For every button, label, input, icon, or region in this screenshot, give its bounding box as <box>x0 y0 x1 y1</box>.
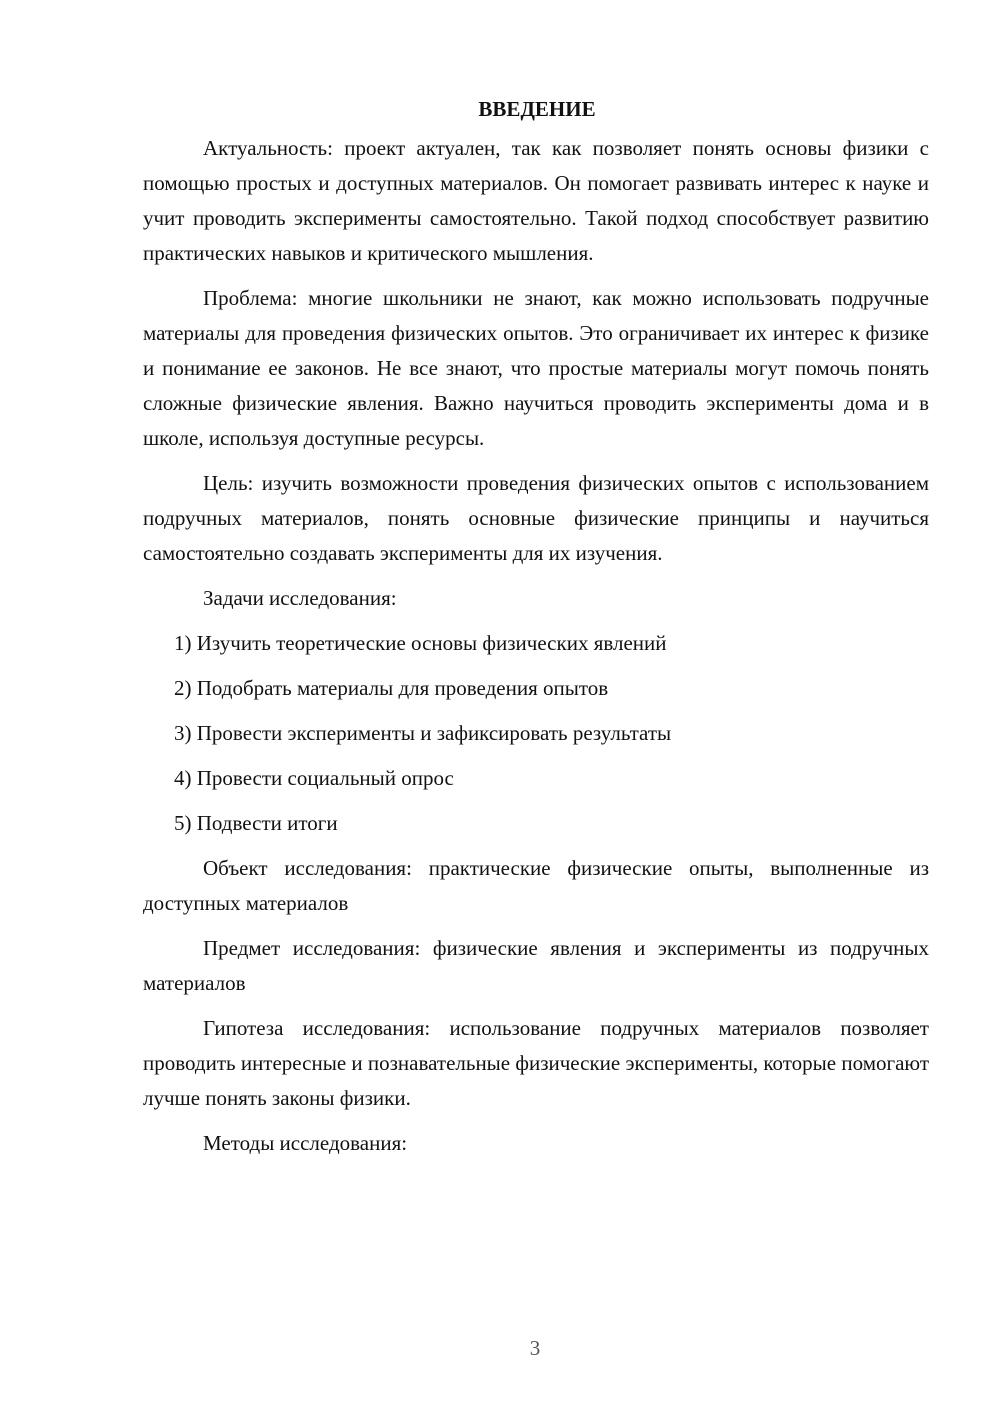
list-item: 3) Провести эксперименты и зафиксировать результаты <box>174 721 672 745</box>
methods-heading: Методы исследования: <box>203 1131 408 1155</box>
subject-paragraph: Предмет исследования: физические явления и эксперименты из подручных материалов <box>143 936 929 995</box>
tasks-list <box>143 626 929 841</box>
list-item: 2) Подобрать материалы для проведения опытов <box>174 676 609 700</box>
tasks-heading: Задачи исследования: <box>203 586 397 610</box>
list-item: 5) Подвести итоги <box>174 811 338 835</box>
section-title: ВВЕДЕНИЕ <box>478 97 596 121</box>
document-page <box>143 92 929 1171</box>
object-paragraph: Объект исследования: практические физические опыты, выполненные из доступных материалов <box>143 856 929 915</box>
list-item: 4) Провести социальный опрос <box>174 766 454 790</box>
hypothesis-paragraph: Гипотеза исследования: использование подручных материалов позволяет проводить интересные и познавательные физические эксперименты, которые помогают лучше понять законы физики. <box>143 1016 930 1110</box>
list-item: 1) Изучить теоретические основы физических явлений <box>174 631 667 655</box>
relevance-paragraph: Актуальность: проект актуален, так как позволяет понять основы физики с помощью простых и доступных материалов. Он помогает развивать интерес к науке и учит проводить эксперименты самостоятельно. Такой подход способствует развитию практических навыков и критического мышления. <box>143 136 929 265</box>
goal-paragraph: Цель: изучить возможности проведения физических опытов с использованием подручных материалов, понять основные физические принципы и научиться самостоятельно создавать эксперименты для их изучения. <box>143 471 929 565</box>
page-number: 3 <box>529 1336 541 1360</box>
problem-paragraph: Проблема: многие школьники не знают, как можно использовать подручные материалы для проведения физических опытов. Это ограничивает их интерес к физике и понимание ее законов. Не все знают, что простые материалы могут помочь понять сложные физические явления. Важно научиться проводить эксперименты дома и в школе, используя доступные ресурсы. <box>143 286 929 450</box>
